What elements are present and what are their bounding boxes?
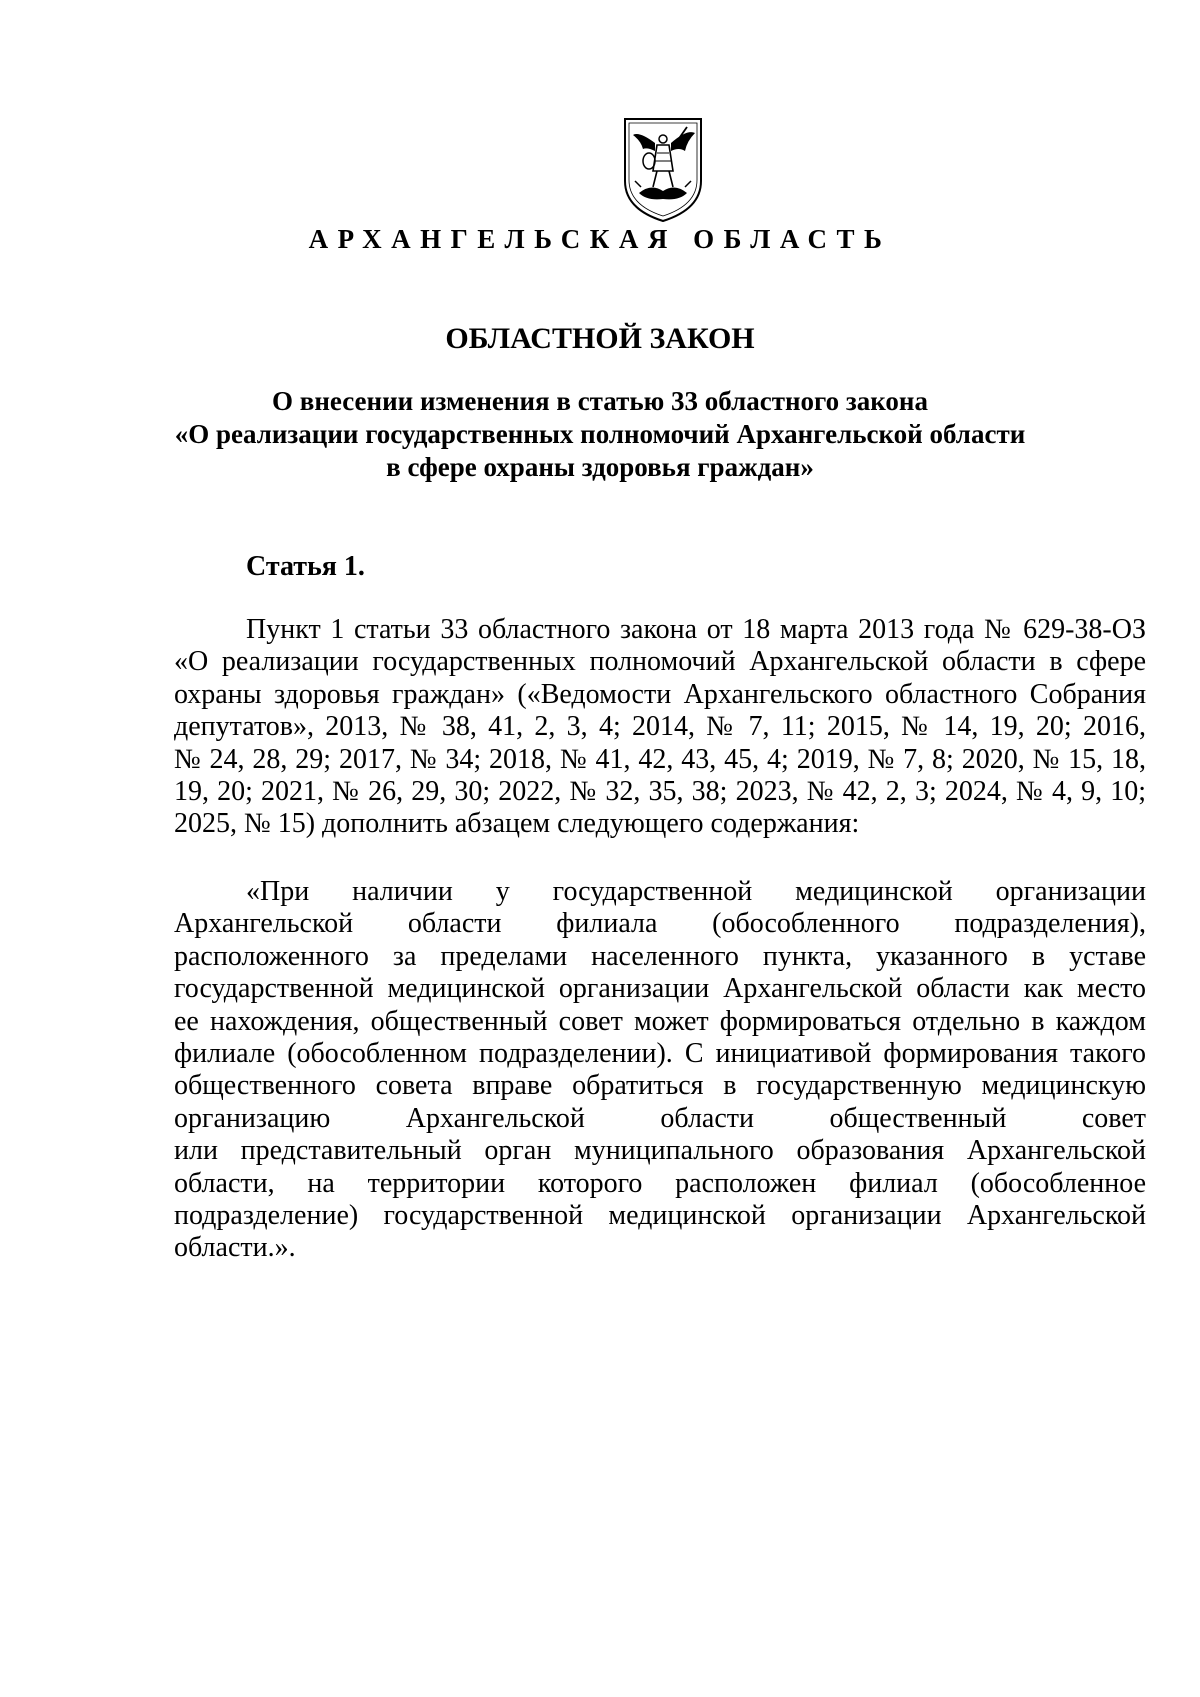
article-paragraph-2 <box>174 876 1146 1265</box>
paragraph-line: организацию Архангельской области общественный совет <box>174 1102 1146 1134</box>
paragraph-line: № 24, 28, 29; 2017, № 34; 2018, № 41, 42, 43, 45, 4; 2019, № 7, 8; 2020, № 15, 18, <box>174 743 1146 775</box>
paragraph-line: области, на территории которого расположен филиал (обособленное <box>174 1167 1146 1199</box>
coat-of-arms-icon <box>617 113 709 225</box>
paragraph-line: Пункт 1 статьи 33 областного закона от 18 марта 2013 года № 629-38-ОЗ <box>246 614 1146 645</box>
law-title <box>120 385 1080 484</box>
paragraph-line: 2025, № 15) дополнить абзацем следующего содержания: <box>174 808 860 840</box>
region-name: АРХАНГЕЛЬСКАЯ ОБЛАСТЬ <box>308 224 892 254</box>
paragraph-line: государственной медицинской организации Архангельской области как место <box>174 973 1146 1005</box>
paragraph-line: общественного совета вправе обратиться в государственную медицинскую <box>174 1070 1146 1102</box>
paragraph-line: 19, 20; 2021, № 26, 29, 30; 2022, № 32, 35, 38; 2023, № 42, 2, 3; 2024, № 4, 9, 10; <box>174 776 1146 808</box>
article-heading: Статья 1. <box>246 551 365 582</box>
paragraph-line: охраны здоровья граждан» («Ведомости Архангельского областного Собрания <box>174 678 1146 710</box>
law-title-line: в сфере охраны здоровья граждан» <box>386 452 814 482</box>
paragraph-line: области.». <box>174 1232 296 1264</box>
paragraph-line: филиале (обособленном подразделении). С инициативой формирования такого <box>174 1038 1146 1070</box>
paragraph-line: ее нахождения, общественный совет может формироваться отдельно в каждом <box>174 1005 1146 1037</box>
article-paragraph-1 <box>174 614 1146 841</box>
law-title-line: «О реализации государственных полномочий Архангельской области <box>174 419 1026 449</box>
paragraph-line: депутатов», 2013, № 38, 41, 2, 3, 4; 2014, № 7, 11; 2015, № 14, 19, 20; 2016, <box>174 711 1146 743</box>
law-title-line: О внесении изменения в статью 33 областного закона <box>272 386 928 416</box>
paragraph-line: Архангельской области филиала (обособленного подразделения), <box>174 908 1146 940</box>
paragraph-line: «О реализации государственных полномочий Архангельской области в сфере <box>174 646 1146 678</box>
paragraph-line: подразделение) государственной медицинской организации Архангельской <box>174 1200 1146 1232</box>
paragraph-line: расположенного за пределами населенного пункта, указанного в уставе <box>174 940 1146 972</box>
paragraph-line: или представительный орган муниципального образования Архангельской <box>174 1135 1146 1167</box>
law-type-heading: ОБЛАСТНОЙ ЗАКОН <box>445 322 755 355</box>
paragraph-line: «При наличии у государственной медицинской организации <box>246 876 1146 907</box>
